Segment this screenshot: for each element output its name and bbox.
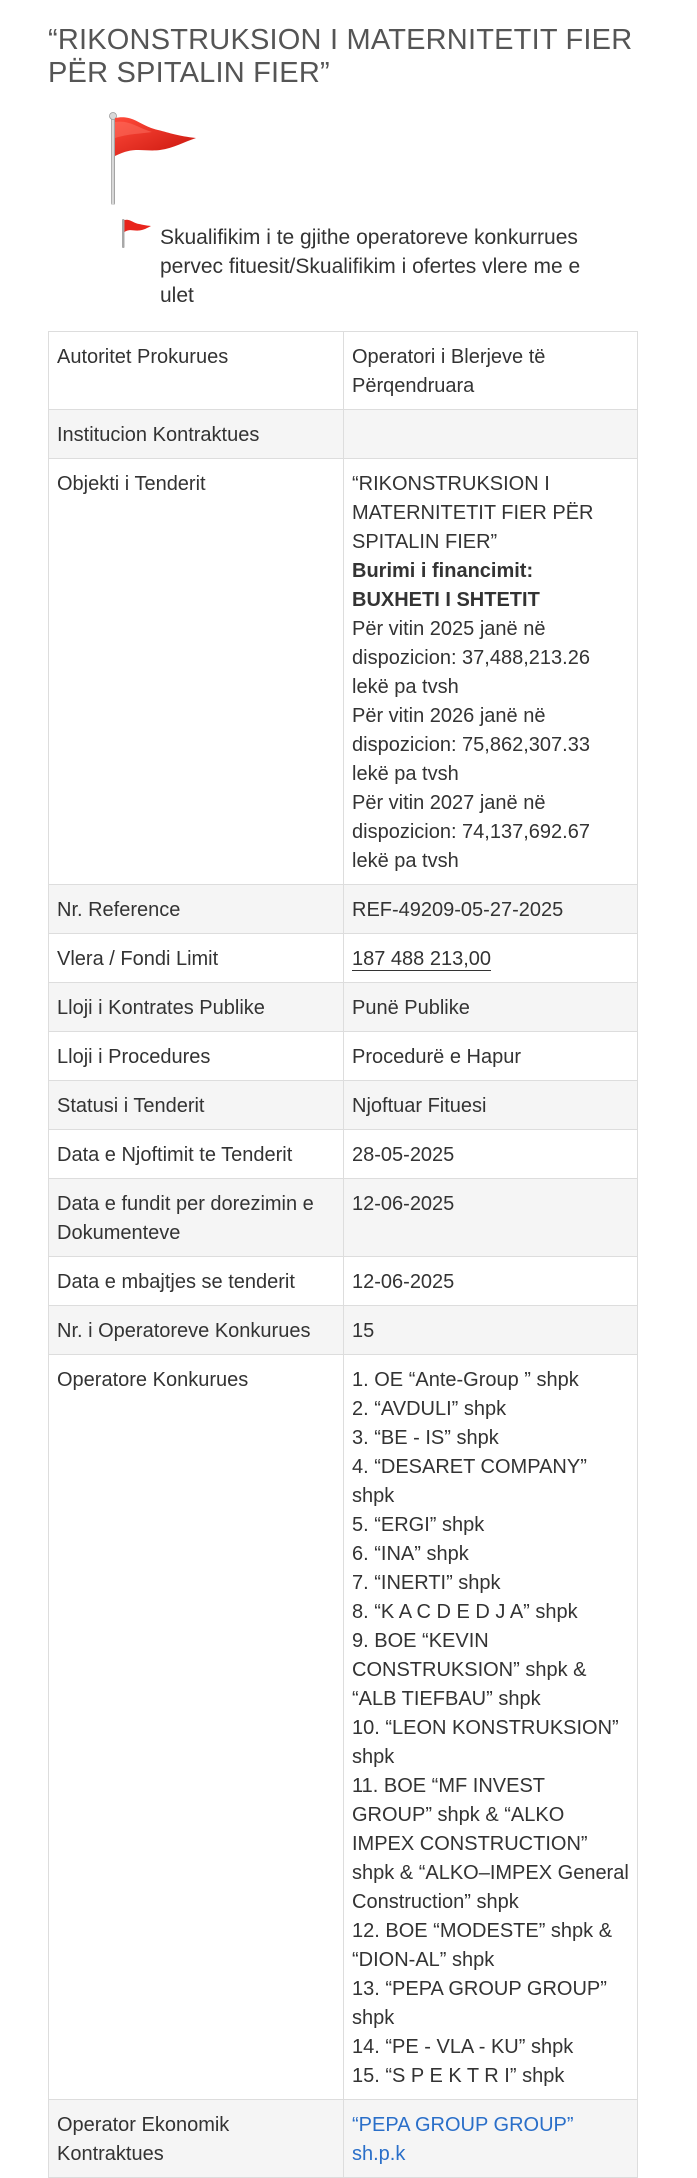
- list-item: 6. “INA” shpk: [352, 1543, 469, 1565]
- row-label: Lloji i Procedures: [49, 1032, 344, 1081]
- list-item: 14. “PE - VLA - KU” shpk: [352, 2036, 574, 2058]
- limit-value[interactable]: 187 488 213,00: [352, 948, 492, 970]
- page-title: “RIKONSTRUKSION I MATERNITETIT FIER PËR SPITALIN FIER”: [48, 24, 633, 89]
- list-item: 4. “DESARET COMPANY” shpk: [352, 1456, 587, 1507]
- table-row: [49, 1179, 638, 1257]
- list-item: 3. “BE - IS” shpk: [352, 1427, 499, 1449]
- table-row: [49, 1257, 638, 1306]
- red-flag-icon: [120, 217, 152, 249]
- row-value: Procedurë e Hapur: [344, 1032, 638, 1081]
- tender-details-table: [48, 331, 638, 2178]
- operators-list: [344, 1355, 638, 2100]
- row-label: Data e mbajtjes se tenderit: [49, 1257, 344, 1306]
- list-item: 13. “PEPA GROUP GROUP” shpk: [352, 1978, 607, 2029]
- funding-value: BUXHETI I SHTETIT: [352, 589, 540, 611]
- tender-page: [48, 0, 638, 2165]
- row-value: 12-06-2025: [344, 1179, 638, 1257]
- list-item: 15. “S P E K T R I” shpk: [352, 2065, 565, 2087]
- list-item: 12. BOE “MODESTE” shpk & “DION-AL” shpk: [352, 1920, 613, 1971]
- budget-2027: Për vitin 2027 janë në dispozicion: 74,137,692.67 lekë pa tvsh: [352, 792, 590, 872]
- table-row: [49, 885, 638, 934]
- row-label: Nr. Reference: [49, 885, 344, 934]
- list-item: 1. OE “Ante-Group ” shpk: [352, 1369, 579, 1391]
- row-value: [344, 2100, 638, 2178]
- table-row: [49, 983, 638, 1032]
- row-value: REF-49209-05-27-2025: [344, 885, 638, 934]
- list-item: 5. “ERGI” shpk: [352, 1514, 485, 1536]
- row-label: Autoritet Prokurues: [49, 332, 344, 410]
- row-label: Operatore Konkurues: [49, 1355, 344, 2100]
- table-row: [49, 459, 638, 885]
- row-label: Nr. i Operatoreve Konkurues: [49, 1306, 344, 1355]
- row-label: Data e Njoftimit te Tenderit: [49, 1130, 344, 1179]
- table-row: [49, 332, 638, 410]
- row-value: Punë Publike: [344, 983, 638, 1032]
- status-text: Skualifikim i te gjithe operatoreve konkurrues pervec fituesit/Skualifikim i ofertes vlere me e ulet: [160, 226, 581, 307]
- row-value: 12-06-2025: [344, 1257, 638, 1306]
- table-row: [49, 1130, 638, 1179]
- row-label: Objekti i Tenderit: [49, 459, 344, 885]
- list-item: 8. “K A C D E D J A” shpk: [352, 1601, 578, 1623]
- list-item: 2. “AVDULI” shpk: [352, 1398, 507, 1420]
- row-value: [344, 934, 638, 983]
- list-item: 7. “INERTI” shpk: [352, 1572, 501, 1594]
- row-label: Vlera / Fondi Limit: [49, 934, 344, 983]
- budget-2025: Për vitin 2025 janë në dispozicion: 37,488,213.26 lekë pa tvsh: [352, 618, 590, 698]
- funding-label: Burimi i financimit:: [352, 560, 534, 582]
- row-value: Njoftuar Fituesi: [344, 1081, 638, 1130]
- row-label: Lloji i Kontrates Publike: [49, 983, 344, 1032]
- row-value: Operatori i Blerjeve të Përqendruara: [344, 332, 638, 410]
- table-row: [49, 1032, 638, 1081]
- table-row: [49, 2100, 638, 2178]
- list-item: 10. “LEON KONSTRUKSION” shpk: [352, 1717, 619, 1768]
- table-row: [49, 1355, 638, 2100]
- row-value: 15: [344, 1306, 638, 1355]
- row-label: Institucion Kontraktues: [49, 410, 344, 459]
- budget-2026: Për vitin 2026 janë në dispozicion: 75,862,307.33 lekë pa tvsh: [352, 705, 590, 785]
- tender-object-title: “RIKONSTRUKSION I MATERNITETIT FIER PËR SPITALIN FIER”: [352, 473, 594, 553]
- table-row: [49, 410, 638, 459]
- row-value: [344, 459, 638, 885]
- list-item: 9. BOE “KEVIN CONSTRUKSION” shpk & “ALB TIEFBAU” shpk: [352, 1630, 587, 1710]
- row-label: Statusi i Tenderit: [49, 1081, 344, 1130]
- row-label: Data e fundit per dorezimin e Dokumenteve: [49, 1179, 344, 1257]
- table-row: [49, 1306, 638, 1355]
- row-value: [344, 410, 638, 459]
- winner-link[interactable]: “PEPA GROUP GROUP” sh.p.k: [352, 2114, 574, 2165]
- table-row: [49, 934, 638, 983]
- list-item: 11. BOE “MF INVEST GROUP” shpk & “ALKO IMPEX CONSTRUCTION” shpk & “ALKO–IMPEX General Construction” shpk: [352, 1775, 629, 1913]
- row-value: 28-05-2025: [344, 1130, 638, 1179]
- red-flag-icon: [108, 112, 200, 206]
- row-label: Operator Ekonomik Kontraktues: [49, 2100, 344, 2178]
- table-row: [49, 1081, 638, 1130]
